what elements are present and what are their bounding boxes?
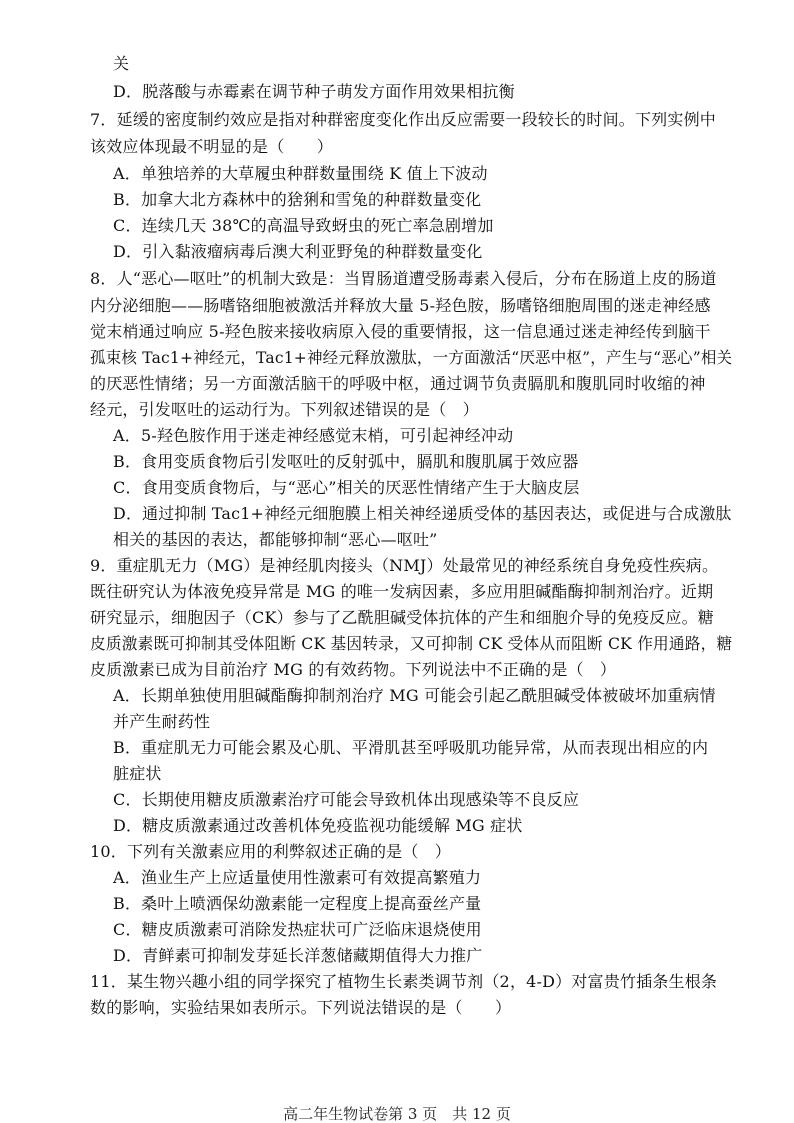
text-line: 经元，引发呕吐的运动行为。下列叙述错误的是（ ） xyxy=(90,400,479,419)
option-a: A．长期单独使用胆碱酯酶抑制剂治疗 MG 可能会引起乙酰胆碱受体被破坏加重病情 xyxy=(113,686,716,705)
question-11: 11．某生物兴趣小组的同学探究了植物生长素类调节剂（2，4-D）对富贵竹插条生根条 xyxy=(90,972,718,991)
page-footer: 高二年生物试卷第 3 页 共 12 页 xyxy=(283,1106,511,1123)
option-c: C．连续几天 38℃的高温导致蚜虫的死亡率急剧增加 xyxy=(113,216,494,235)
option-a: A．单独培养的大草履虫种群数量围绕 K 值上下波动 xyxy=(113,164,488,183)
option-d: D．脱落酸与赤霉素在调节种子萌发方面作用效果相抗衡 xyxy=(113,82,515,101)
option-d: D．糖皮质激素通过改善机体免疫监视功能缓解 MG 症状 xyxy=(113,816,523,835)
option-d: D．引入黏液瘤病毒后澳大利亚野兔的种群数量变化 xyxy=(113,242,483,261)
question-9: 9．重症肌无力（MG）是神经肌肉接头（NMJ）处最常见的神经系统自身免疫性疾病。 xyxy=(90,556,719,575)
option-c: C．糖皮质激素可消除发热症状可广泛临床退烧使用 xyxy=(113,920,482,939)
option-b: B．重症肌无力可能会累及心肌、平滑肌甚至呼吸肌功能异常，从而表现出相应的内 xyxy=(113,738,709,757)
option-b: B．加拿大北方森林中的猞猁和雪兔的种群数量变化 xyxy=(113,190,482,209)
question-10: 10．下列有关激素应用的利弊叙述正确的是（ ） xyxy=(90,842,451,861)
text-line: 皮质激素既可抑制其受体阻断 CK 基因转录，又可抑制 CK 受体从而阻断 CK 作用通路，糖 xyxy=(90,634,733,653)
option-b: B．桑叶上喷洒保幼激素能一定程度上提高蚕丝产量 xyxy=(113,894,482,913)
option-a: A．渔业生产上应适量使用性激素可有效提高繁殖力 xyxy=(113,868,482,887)
text-line: 的厌恶性情绪；另一方面激活脑干的呼吸中枢，通过调节负责膈肌和腹肌同时收缩的神 xyxy=(90,374,706,393)
text-line: 关 xyxy=(113,54,130,73)
text-line: 该效应体现最不明显的是（ ） xyxy=(90,137,334,156)
text-line: 脏症状 xyxy=(113,764,162,783)
option-a: A．5-羟色胺作用于迷走神经感觉末梢，可引起神经冲动 xyxy=(113,426,514,445)
text-line: 并产生耐药性 xyxy=(113,712,211,731)
text-line: 数的影响，实验结果如表所示。下列说法错误的是（ ） xyxy=(90,998,512,1017)
option-c: C．食用变质食物后，与“恶心”相关的厌恶性情绪产生于大脑皮层 xyxy=(113,478,580,497)
text-line: 内分泌细胞——肠嗜铬细胞被激活并释放大量 5-羟色胺，肠嗜铬细胞周围的迷走神经感 xyxy=(90,296,711,315)
text-line: 相关的基因的表达，都能够抑制“恶心—呕吐” xyxy=(113,530,438,549)
text-line: 研究显示，细胞因子（CK）参与了乙酰胆碱受体抗体的产生和细胞介导的免疫反应。糖 xyxy=(90,608,714,627)
text-line: 既往研究认为体液免疫异常是 MG 的唯一发病因素，多应用胆碱酯酶抑制剂治疗。近期 xyxy=(90,582,714,601)
question-8: 8．人“恶心—呕吐”的机制大致是：当胃肠道遭受肠毒素入侵后，分布在肠道上皮的肠道 xyxy=(90,269,717,288)
option-c: C．长期使用糖皮质激素治疗可能会导致机体出现感染等不良反应 xyxy=(113,790,580,809)
option-d: D．通过抑制 Tac1+神经元细胞膜上相关神经递质受体的基因表达，或促进与合成激肽 xyxy=(113,504,732,523)
question-7: 7．延缓的密度制约效应是指对种群密度变化作出反应需要一段较长的时间。下列实例中 xyxy=(90,110,716,129)
text-line: 觉末梢通过响应 5-羟色胺来接收病原入侵的重要情报，这一信息通过迷走神经传到脑干 xyxy=(90,322,711,341)
text-line: 皮质激素已成为目前治疗 MG 的有效药物。下列说法中不正确的是（ ） xyxy=(90,660,617,679)
text-line: 孤束核 Tac1+神经元，Tac1+神经元释放激肽，一方面激活“厌恶中枢”，产生与“恶心”相关 xyxy=(90,348,733,367)
option-d: D．青鲜素可抑制发芽延长洋葱储藏期值得大力推广 xyxy=(113,946,483,965)
option-b: B．食用变质食物后引发呕吐的反射弧中，膈肌和腹肌属于效应器 xyxy=(113,452,579,471)
